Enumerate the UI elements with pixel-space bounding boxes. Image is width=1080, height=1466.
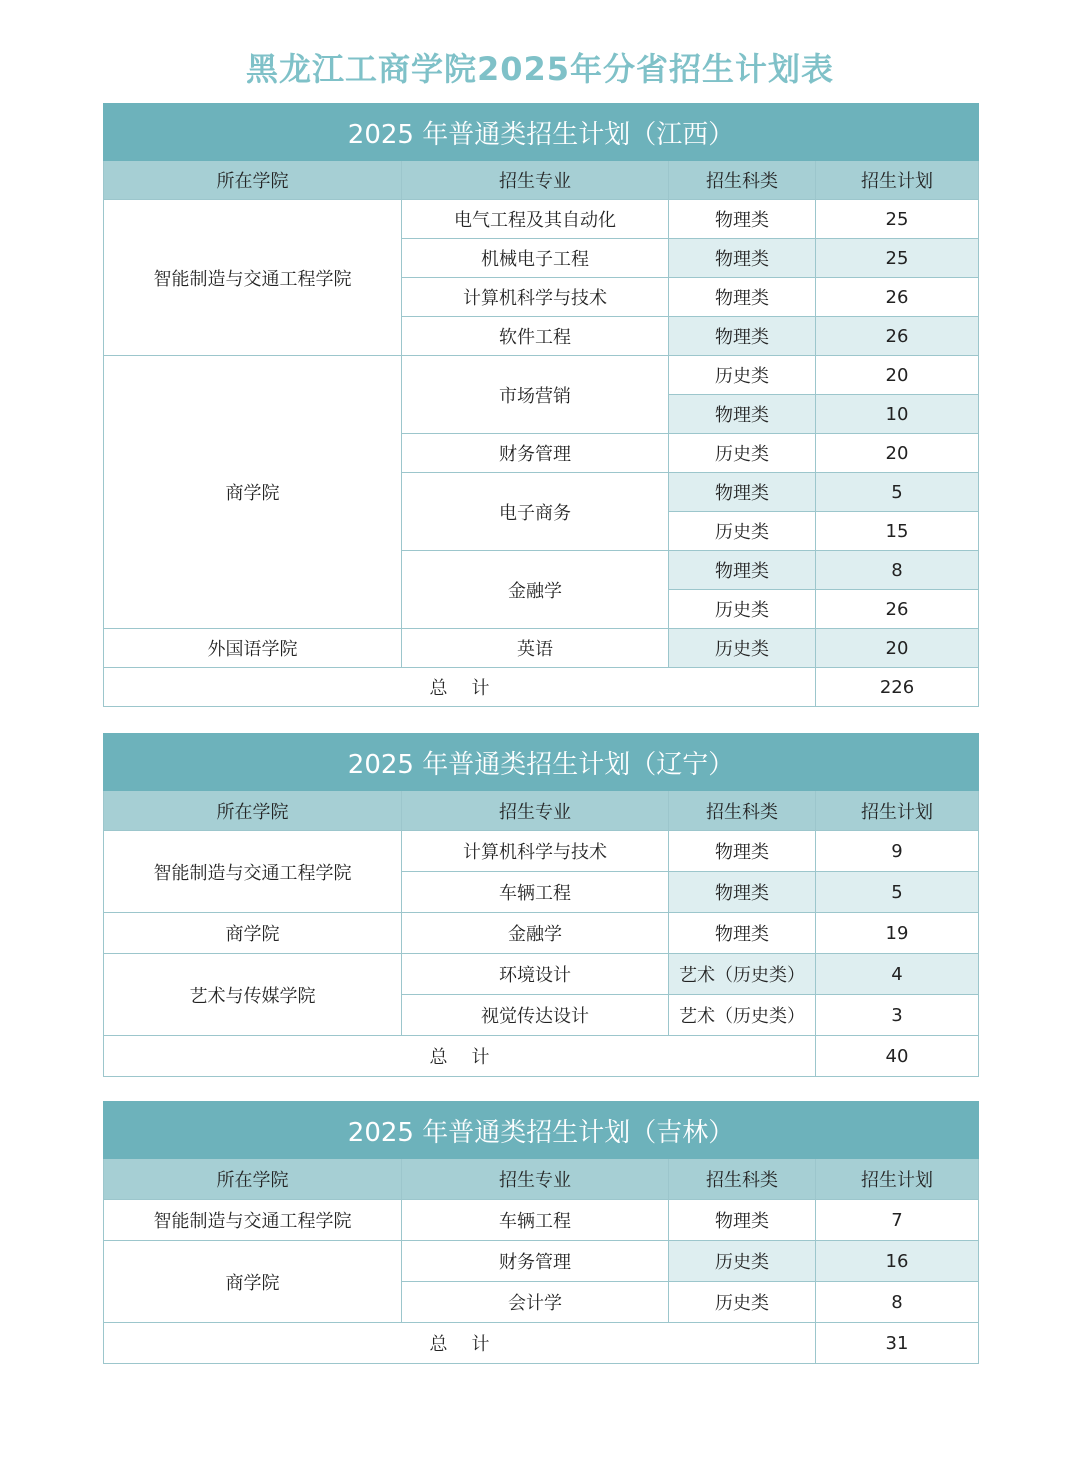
table-row <box>104 913 979 954</box>
jilin-plan-table <box>103 1101 979 1364</box>
major-cell: 英语 <box>402 629 669 668</box>
major-cell: 会计学 <box>402 1282 669 1323</box>
header-category: 招生科类 <box>669 161 816 200</box>
total-value: 226 <box>816 668 979 707</box>
total-row <box>104 668 979 707</box>
major-cell: 环境设计 <box>402 954 669 995</box>
category-cell: 物理类 <box>669 395 816 434</box>
major-cell: 金融学 <box>402 913 669 954</box>
plan-cell: 20 <box>816 629 979 668</box>
category-cell: 艺术（历史类） <box>669 954 816 995</box>
category-cell: 物理类 <box>669 831 816 872</box>
category-cell: 物理类 <box>669 1200 816 1241</box>
plan-cell: 9 <box>816 831 979 872</box>
category-cell: 历史类 <box>669 629 816 668</box>
header-major: 招生专业 <box>402 791 669 831</box>
table-row <box>104 831 979 872</box>
category-cell: 历史类 <box>669 434 816 473</box>
header-category: 招生科类 <box>669 791 816 831</box>
total-row <box>104 1323 979 1364</box>
category-cell: 物理类 <box>669 239 816 278</box>
table-caption: 2025 年普通类招生计划（吉林） <box>104 1102 979 1159</box>
total-value: 31 <box>816 1323 979 1364</box>
header-plan: 招生计划 <box>816 161 979 200</box>
header-major: 招生专业 <box>402 161 669 200</box>
table-row <box>104 200 979 239</box>
plan-cell: 19 <box>816 913 979 954</box>
category-cell: 历史类 <box>669 590 816 629</box>
total-label: 总 计 <box>104 668 816 707</box>
total-label: 总 计 <box>104 1323 816 1364</box>
plan-cell: 8 <box>816 551 979 590</box>
table-row <box>104 356 979 395</box>
plan-cell: 25 <box>816 239 979 278</box>
table-caption: 2025 年普通类招生计划（辽宁） <box>104 734 979 791</box>
header-college: 所在学院 <box>104 1159 402 1200</box>
major-cell: 财务管理 <box>402 1241 669 1282</box>
major-cell: 视觉传达设计 <box>402 995 669 1036</box>
major-cell: 车辆工程 <box>402 1200 669 1241</box>
plan-cell: 25 <box>816 200 979 239</box>
table-row <box>104 1241 979 1282</box>
category-cell: 历史类 <box>669 512 816 551</box>
major-cell: 车辆工程 <box>402 872 669 913</box>
header-plan: 招生计划 <box>816 1159 979 1200</box>
page-title: 黑龙江工商学院2025年分省招生计划表 <box>245 50 835 88</box>
plan-cell: 26 <box>816 590 979 629</box>
plan-cell: 5 <box>816 872 979 913</box>
major-cell: 财务管理 <box>402 434 669 473</box>
college-cell: 艺术与传媒学院 <box>104 954 402 1036</box>
plan-cell: 20 <box>816 434 979 473</box>
category-cell: 物理类 <box>669 872 816 913</box>
college-cell: 商学院 <box>104 1241 402 1323</box>
college-cell: 智能制造与交通工程学院 <box>104 831 402 913</box>
college-cell: 智能制造与交通工程学院 <box>104 200 402 356</box>
major-cell: 电气工程及其自动化 <box>402 200 669 239</box>
plan-cell: 16 <box>816 1241 979 1282</box>
table-caption: 2025 年普通类招生计划（江西） <box>104 104 979 161</box>
major-cell: 电子商务 <box>402 473 669 551</box>
header-major: 招生专业 <box>402 1159 669 1200</box>
category-cell: 物理类 <box>669 278 816 317</box>
total-row <box>104 1036 979 1077</box>
plan-cell: 7 <box>816 1200 979 1241</box>
total-label: 总 计 <box>104 1036 816 1077</box>
college-cell: 智能制造与交通工程学院 <box>104 1200 402 1241</box>
college-cell: 商学院 <box>104 913 402 954</box>
table-row <box>104 954 979 995</box>
college-cell: 外国语学院 <box>104 629 402 668</box>
category-cell: 历史类 <box>669 356 816 395</box>
header-category: 招生科类 <box>669 1159 816 1200</box>
major-cell: 软件工程 <box>402 317 669 356</box>
header-college: 所在学院 <box>104 161 402 200</box>
plan-cell: 26 <box>816 278 979 317</box>
category-cell: 物理类 <box>669 317 816 356</box>
header-college: 所在学院 <box>104 791 402 831</box>
plan-cell: 3 <box>816 995 979 1036</box>
category-cell: 物理类 <box>669 200 816 239</box>
plan-cell: 5 <box>816 473 979 512</box>
category-cell: 物理类 <box>669 473 816 512</box>
category-cell: 物理类 <box>669 551 816 590</box>
plan-cell: 26 <box>816 317 979 356</box>
plan-cell: 10 <box>816 395 979 434</box>
major-cell: 市场营销 <box>402 356 669 434</box>
plan-cell: 15 <box>816 512 979 551</box>
category-cell: 物理类 <box>669 913 816 954</box>
plan-cell: 20 <box>816 356 979 395</box>
plan-cell: 8 <box>816 1282 979 1323</box>
college-cell: 商学院 <box>104 356 402 629</box>
major-cell: 机械电子工程 <box>402 239 669 278</box>
jiangxi-plan-table <box>103 103 979 707</box>
category-cell: 艺术（历史类） <box>669 995 816 1036</box>
major-cell: 金融学 <box>402 551 669 629</box>
major-cell: 计算机科学与技术 <box>402 278 669 317</box>
table-row <box>104 1200 979 1241</box>
total-value: 40 <box>816 1036 979 1077</box>
header-plan: 招生计划 <box>816 791 979 831</box>
liaoning-plan-table <box>103 733 979 1077</box>
category-cell: 历史类 <box>669 1282 816 1323</box>
table-row <box>104 629 979 668</box>
plan-cell: 4 <box>816 954 979 995</box>
major-cell: 计算机科学与技术 <box>402 831 669 872</box>
category-cell: 历史类 <box>669 1241 816 1282</box>
